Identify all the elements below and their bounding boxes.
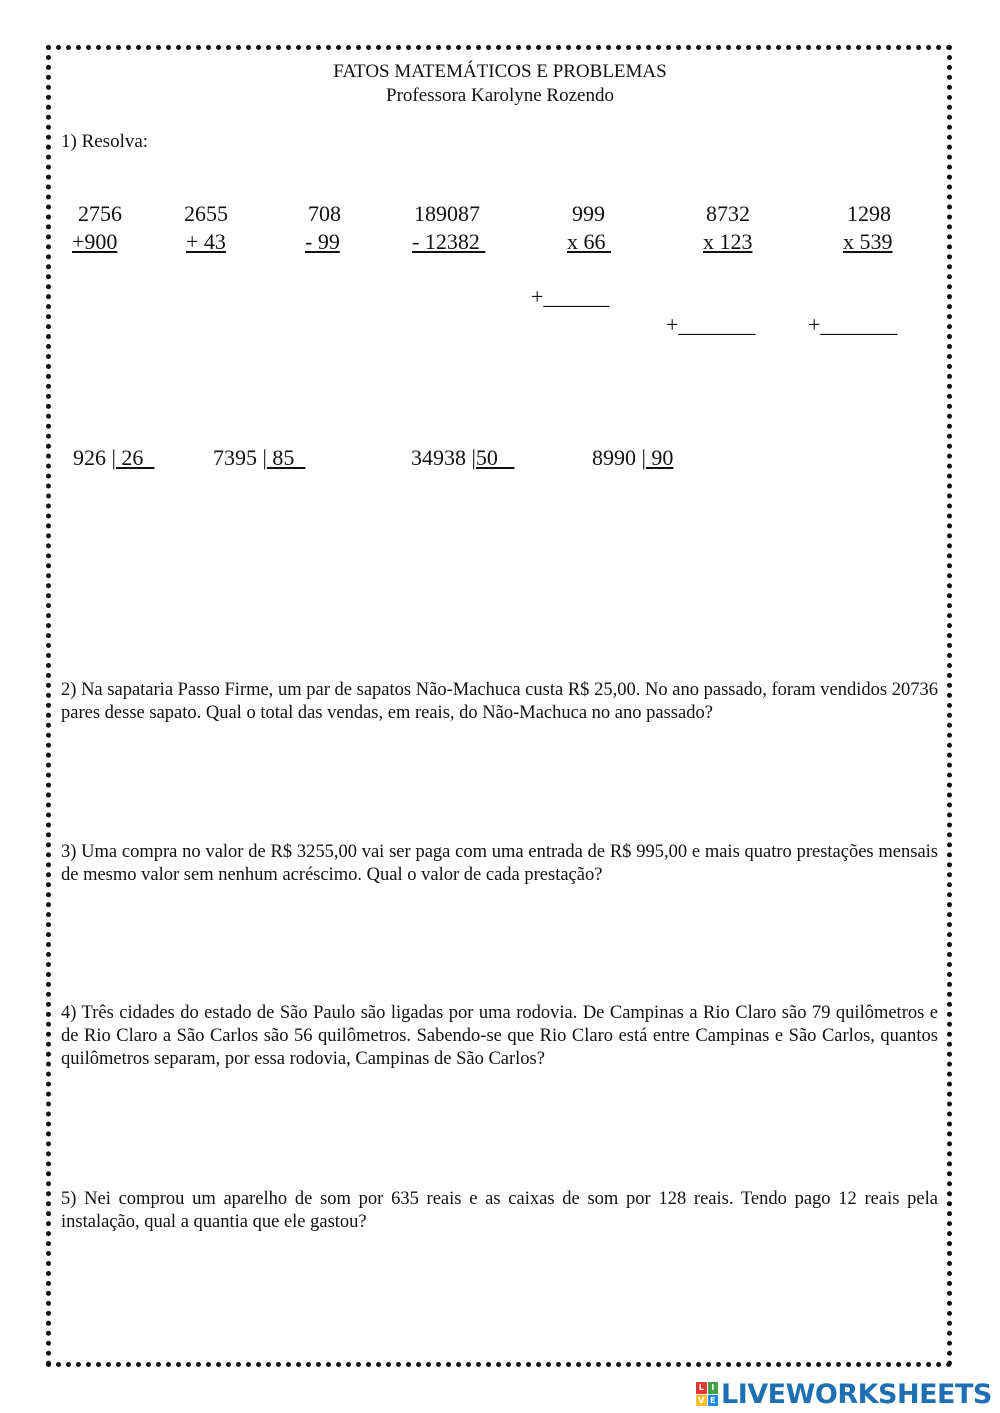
division-2-dividend: 7395 | [213, 445, 267, 470]
operation-7-top: 1298 [847, 201, 891, 226]
operation-4-bottom: - 12382 [412, 229, 486, 254]
division-1-dividend: 926 | [73, 445, 116, 470]
operation-5-top: 999 [572, 201, 605, 226]
operation-5-bottom: x 66 [567, 229, 611, 254]
division-3 [411, 445, 514, 471]
liveworksheets-logo [696, 1379, 992, 1409]
operation-3-bottom: - 99 [305, 229, 340, 254]
operation-1-top: 2756 [78, 201, 122, 226]
division-1 [73, 445, 154, 471]
plus-line-2: +_______ [666, 312, 756, 337]
operation-1-bottom: +900 [72, 229, 118, 254]
problem-3: 3) Uma compra no valor de R$ 3255,00 vai ser paga com uma entrada de R$ 995,00 e mais quatro prestações mensais de mesmo valor sem nenhum acréscimo. Qual o valor de cada prestação? [61, 842, 938, 885]
logo-letter-e: E [708, 1395, 719, 1407]
logo-mark-icon [696, 1382, 718, 1406]
operation-2-bottom: + 43 [186, 229, 226, 254]
plus-line-1: +______ [531, 284, 610, 309]
operation-3-top: 708 [308, 201, 341, 226]
operation-4-top: 189087 [414, 201, 480, 226]
division-1-divisor: 26 [115, 445, 155, 470]
logo-letter-v: V [696, 1395, 707, 1407]
division-4-dividend: 8990 | [592, 445, 646, 470]
logo-letter-i: I [708, 1382, 719, 1394]
division-2 [213, 445, 305, 471]
logo-text: LIVEWORKSHEETS [721, 1378, 992, 1410]
division-4-divisor: 90 [645, 445, 674, 470]
problem-2: 2) Na sapataria Passo Firme, um par de sapatos Não-Machuca custa R$ 25,00. No ano passado, foram vendidos 20736 pares desse sapato. Qual o total das vendas, em reais, do Não-Machuca no ano passado? [61, 680, 938, 723]
operation-6-top: 8732 [706, 201, 750, 226]
division-3-divisor: 50 [475, 445, 515, 470]
worksheet-title: FATOS MATEMÁTICOS E PROBLEMAS [333, 61, 667, 82]
problem-5: 5) Nei comprou um aparelho de som por 635 reais e as caixas de som por 128 reais. Tendo pago 12 reais pela instalação, qual a quantia que ele gastou? [61, 1189, 938, 1232]
division-3-dividend: 34938 | [411, 445, 476, 470]
operation-7-bottom: x 539 [843, 229, 893, 254]
plus-line-3: +_______ [808, 312, 898, 337]
division-2-divisor: 85 [266, 445, 306, 470]
worksheet-author: Professora Karolyne Rozendo [386, 85, 614, 106]
operation-6-bottom: x 123 [703, 229, 753, 254]
operation-2-top: 2655 [184, 201, 228, 226]
logo-letter-l: L [696, 1382, 707, 1394]
question-1-label: 1) Resolva: [61, 131, 149, 152]
division-4 [592, 445, 673, 471]
problem-4: 4) Três cidades do estado de São Paulo são ligadas por uma rodovia. De Campinas a Rio Claro são 79 quilômetros e de Rio Claro a São Carlos são 56 quilômetros. Sabendo-se que Rio Claro está entre Campinas e São Carlos, quantos quilômetros separam, por essa rodovia, Campinas de São Carlos? [61, 1003, 938, 1069]
